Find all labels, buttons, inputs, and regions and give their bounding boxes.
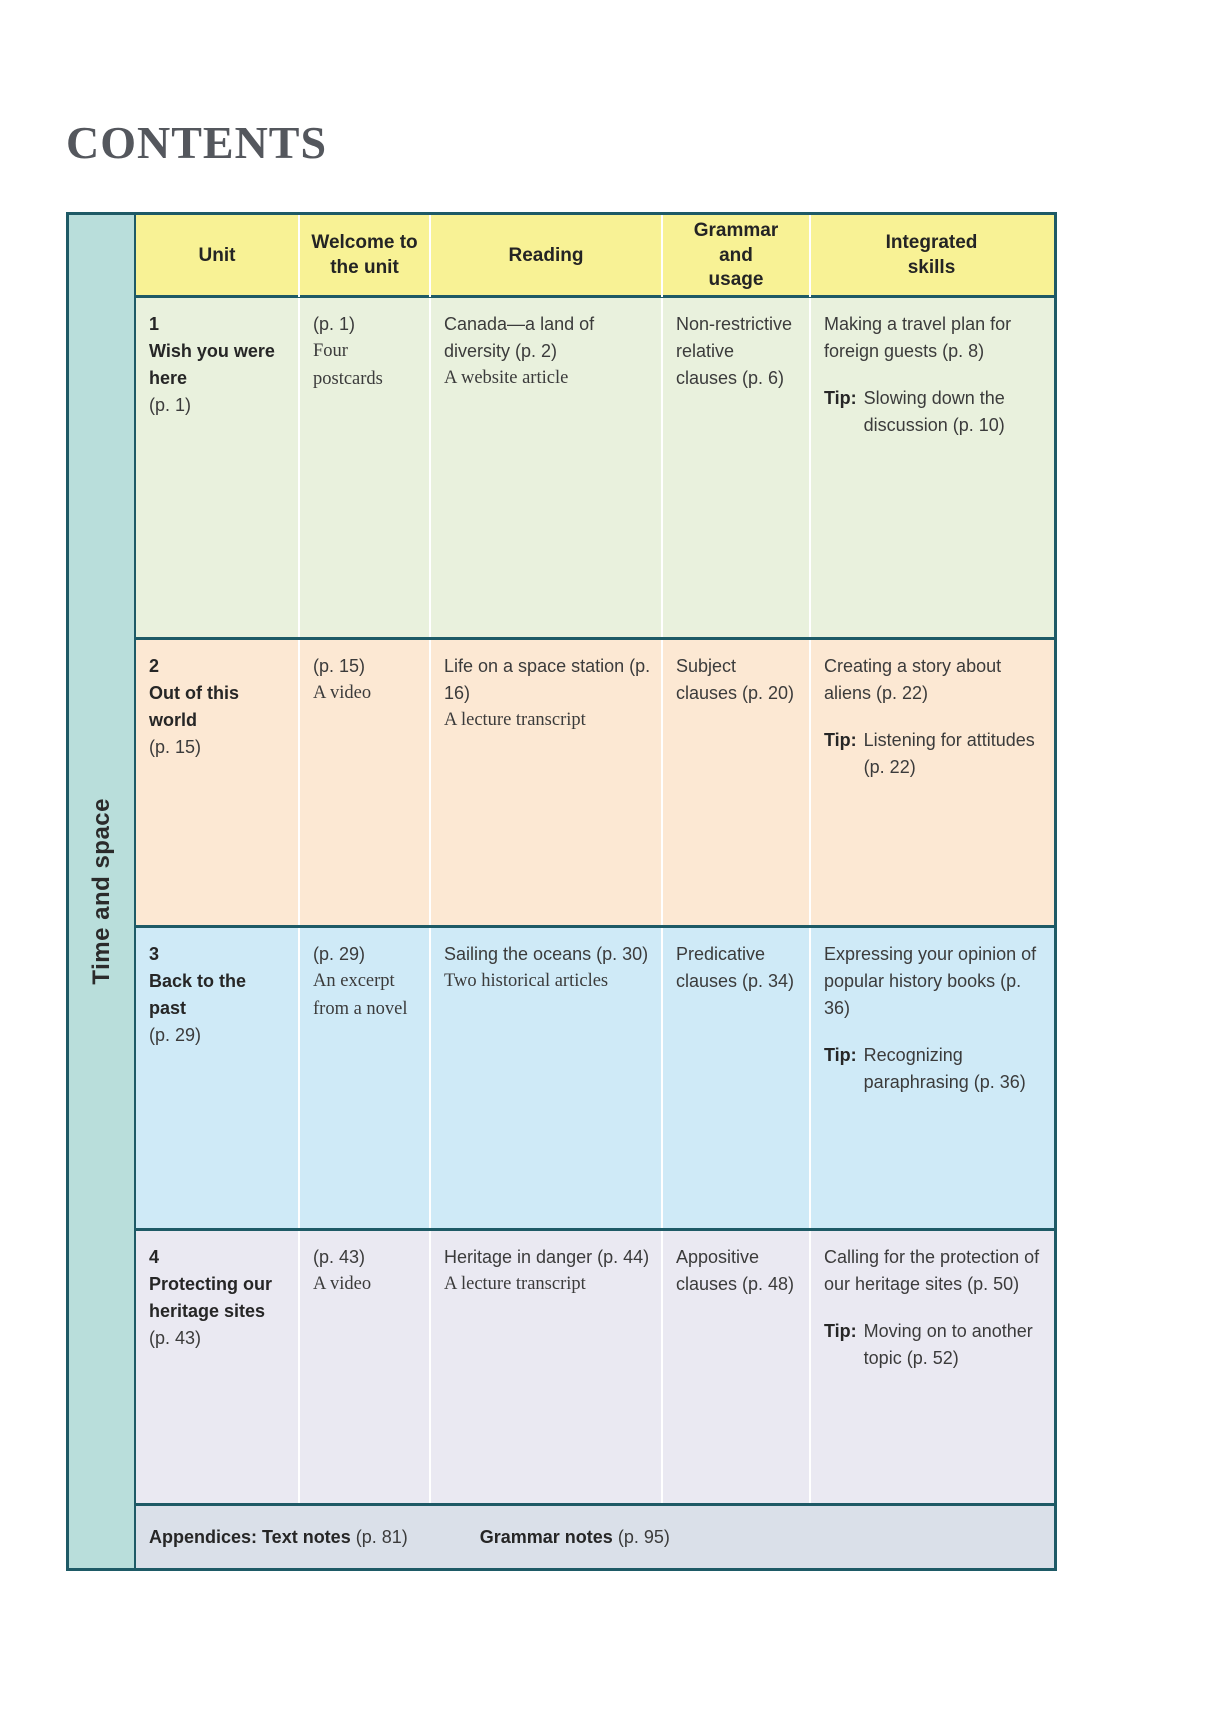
tip-text: Recognizing paraphrasing (p. 36) [863,1045,1026,1092]
welcome-page: (p. 43) [313,1247,366,1267]
welcome-cell [298,1231,429,1503]
table-main [136,215,1054,1568]
skills-activity: Calling for the protection of our heritage sites (p. 50) [824,1247,1040,1294]
table-header-row [136,215,1054,298]
reading-cell [429,640,661,925]
grammar-cell [661,298,809,637]
grammar-item: Non-restrictive relative clauses (p. 6) [676,314,793,388]
unit-row-2 [136,640,1054,928]
reading-title: Life on a space station (p. 16) [444,656,651,703]
unit-title: Protecting our heritage sites [149,1274,273,1321]
tip-label: Tip: [824,730,857,750]
skills-activity: Expressing your opinion of popular history books (p. 36) [824,944,1037,1018]
page-title: CONTENTS [66,117,328,168]
welcome-cell [298,298,429,637]
skills-activity: Making a travel plan for foreign guests (p. 8) [824,314,1012,361]
unit-cell [136,298,298,637]
unit-cell [136,1231,298,1503]
unit-number: 1 [149,314,160,334]
unit-title: Out of this world [149,683,239,730]
unit-cell [136,640,298,925]
unit-title: Back to the past [149,971,247,1018]
column-header-grammar: Grammar and usage [661,215,809,297]
unit-row-1 [136,298,1054,640]
grammar-notes-label: Grammar notes [479,1526,613,1547]
skills-tip [824,385,1042,439]
column-header-unit: Unit [198,244,236,266]
reading-desc: Two historical articles [444,971,609,991]
grammar-cell [661,928,809,1228]
unit-page: (p. 15) [149,737,202,757]
tip-label: Tip: [824,1321,857,1341]
skills-tip [824,1042,1042,1096]
welcome-page: (p. 29) [313,944,366,964]
unit-row-4 [136,1231,1054,1506]
welcome-desc: A video [313,683,372,703]
reading-desc: A lecture transcript [444,710,586,730]
reading-title: Heritage in danger (p. 44) [444,1247,650,1267]
tip-label: Tip: [824,1045,857,1065]
grammar-cell [661,640,809,925]
appendices-label: Appendices: Text notes [149,1526,351,1547]
grammar-item: Subject clauses (p. 20) [676,656,795,703]
unit-title: Wish you were here [149,341,275,388]
appendices-row [136,1506,1054,1568]
skills-cell [809,928,1052,1228]
welcome-cell [298,640,429,925]
skills-tip [824,727,1042,781]
unit-page: (p. 29) [149,1025,202,1045]
theme-band [69,215,136,1568]
skills-cell [809,1231,1052,1503]
reading-desc: A website article [444,368,569,388]
appendices-entry [149,1527,408,1548]
contents-table [66,212,1057,1571]
reading-cell [429,298,661,637]
unit-page: (p. 43) [149,1328,202,1348]
reading-desc: A lecture transcript [444,1274,586,1294]
welcome-desc: Four postcards [313,341,383,389]
column-header-reading: Reading [429,215,661,297]
tip-label: Tip: [824,388,857,408]
unit-cell [136,928,298,1228]
grammar-notes-entry [480,1527,670,1548]
unit-number: 3 [149,944,160,964]
tip-text: Moving on to another topic (p. 52) [863,1321,1033,1368]
skills-cell [809,640,1052,925]
skills-activity: Creating a story about aliens (p. 22) [824,656,1002,703]
tip-text: Listening for attitudes (p. 22) [863,730,1035,777]
reading-title: Sailing the oceans (p. 30) [444,944,649,964]
welcome-desc: An excerpt from a novel [313,971,408,1019]
skills-tip [824,1318,1042,1372]
grammar-cell [661,1231,809,1503]
welcome-cell [298,928,429,1228]
column-header-welcome: Welcome to the unit [298,215,429,297]
reading-title: Canada—a land of diversity (p. 2) [444,314,595,361]
skills-cell [809,298,1052,637]
theme-label: Time and space [87,798,115,985]
appendices-page: (p. 81) [355,1526,408,1547]
welcome-desc: A video [313,1274,372,1294]
reading-cell [429,1231,661,1503]
reading-cell [429,928,661,1228]
grammar-item: Predicative clauses (p. 34) [676,944,795,991]
welcome-page: (p. 1) [313,314,356,334]
unit-number: 4 [149,1247,160,1267]
welcome-page: (p. 15) [313,656,366,676]
tip-text: Slowing down the discussion (p. 10) [863,388,1005,435]
unit-row-3 [136,928,1054,1231]
grammar-item: Appositive clauses (p. 48) [676,1247,795,1294]
unit-number: 2 [149,656,160,676]
grammar-notes-page: (p. 95) [617,1526,670,1547]
column-header-skills: Integrated skills [809,215,1052,297]
unit-page: (p. 1) [149,395,192,415]
